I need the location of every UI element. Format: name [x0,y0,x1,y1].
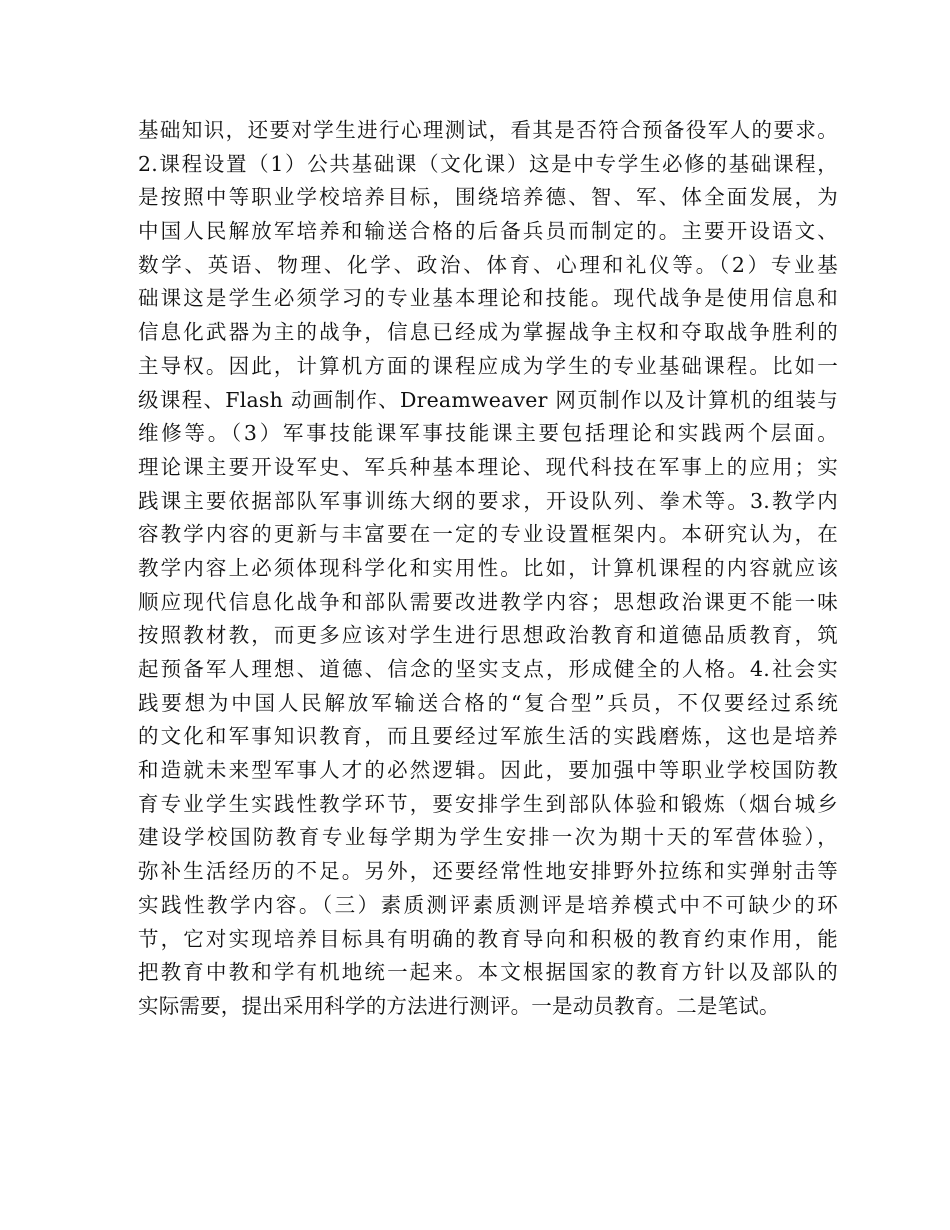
text-line: 节，它对实现培养目标具有明确的教育导向和积极的教育约束作用，能 [138,926,838,951]
text-line: 起预备军人理想、道德、信念的坚实支点，形成健全的人格。4.社会实 [138,657,838,681]
body-text [138,114,838,1024]
text-line: 实际需要，提出采用科学的方法进行测评。一是动员教育。二是笔试。 [138,993,780,1018]
text-line: 主导权。因此，计算机方面的课程应成为学生的专业基础课程。比如一 [138,353,838,378]
text-line: 是按照中等职业学校培养目标，围绕培养德、智、军、体全面发展，为 [138,185,838,210]
text-line: 教学内容上必须体现科学化和实用性。比如，计算机课程的内容就应该 [138,555,838,580]
text-line: 础课这是学生必须学习的专业基本理论和技能。现代战争是使用信息和 [138,286,838,311]
text-line: 按照教材教，而更多应该对学生进行思想政治教育和道德品质教育，筑 [138,623,838,648]
text-line: 实践性教学内容。（三）素质测评素质测评是培养模式中不可缺少的环 [138,892,838,917]
text-line: 级课程、Flash 动画制作、Dreamweaver 网页制作以及计算机的组装与 [138,387,838,412]
text-line: 建设学校国防教育专业每学期为学生安排一次为期十天的军营体验）， [138,825,838,850]
text-line: 弥补生活经历的不足。另外，还要经常性地安排野外拉练和实弹射击等 [138,859,838,884]
text-line: 把教育中教和学有机地统一起来。本文根据国家的教育方针以及部队的 [138,960,838,985]
text-line: 维修等。（3）军事技能课军事技能课主要包括理论和实践两个层面。 [138,421,838,446]
text-line: 数学、英语、物理、化学、政治、体育、心理和礼仪等。（2）专业基 [138,252,838,277]
text-line: 容教学内容的更新与丰富要在一定的专业设置框架内。本研究认为，在 [138,522,838,547]
text-line: 2.课程设置（1）公共基础课（文化课）这是中专学生必修的基础课程， [138,151,838,176]
text-line: 的文化和军事知识教育，而且要经过军旅生活的实践磨炼，这也是培养 [138,724,838,749]
text-line: 信息化武器为主的战争，信息已经成为掌握战争主权和夺取战争胜利的 [138,320,838,345]
text-line: 基础知识，还要对学生进行心理测试，看其是否符合预备役军人的要求。 [138,118,838,142]
text-line: 践课主要依据部队军事训练大纲的要求，开设队列、拳术等。3.教学内 [138,488,838,513]
text-line: 践要想为中国人民解放军输送合格的“复合型”兵员，不仅要经过系统 [138,690,838,715]
text-line: 中国人民解放军培养和输送合格的后备兵员而制定的。主要开设语文、 [138,219,838,244]
text-line: 顺应现代信息化战争和部队需要改进教学内容；思想政治课更不能一味 [138,589,838,614]
text-line: 育专业学生实践性教学环节，要安排学生到部队体验和锻炼（烟台城乡 [138,791,838,816]
text-line: 理论课主要开设军史、军兵种基本理论、现代科技在军事上的应用；实 [138,454,838,479]
text-line: 和造就未来型军事人才的必然逻辑。因此，要加强中等职业学校国防教 [138,758,838,783]
